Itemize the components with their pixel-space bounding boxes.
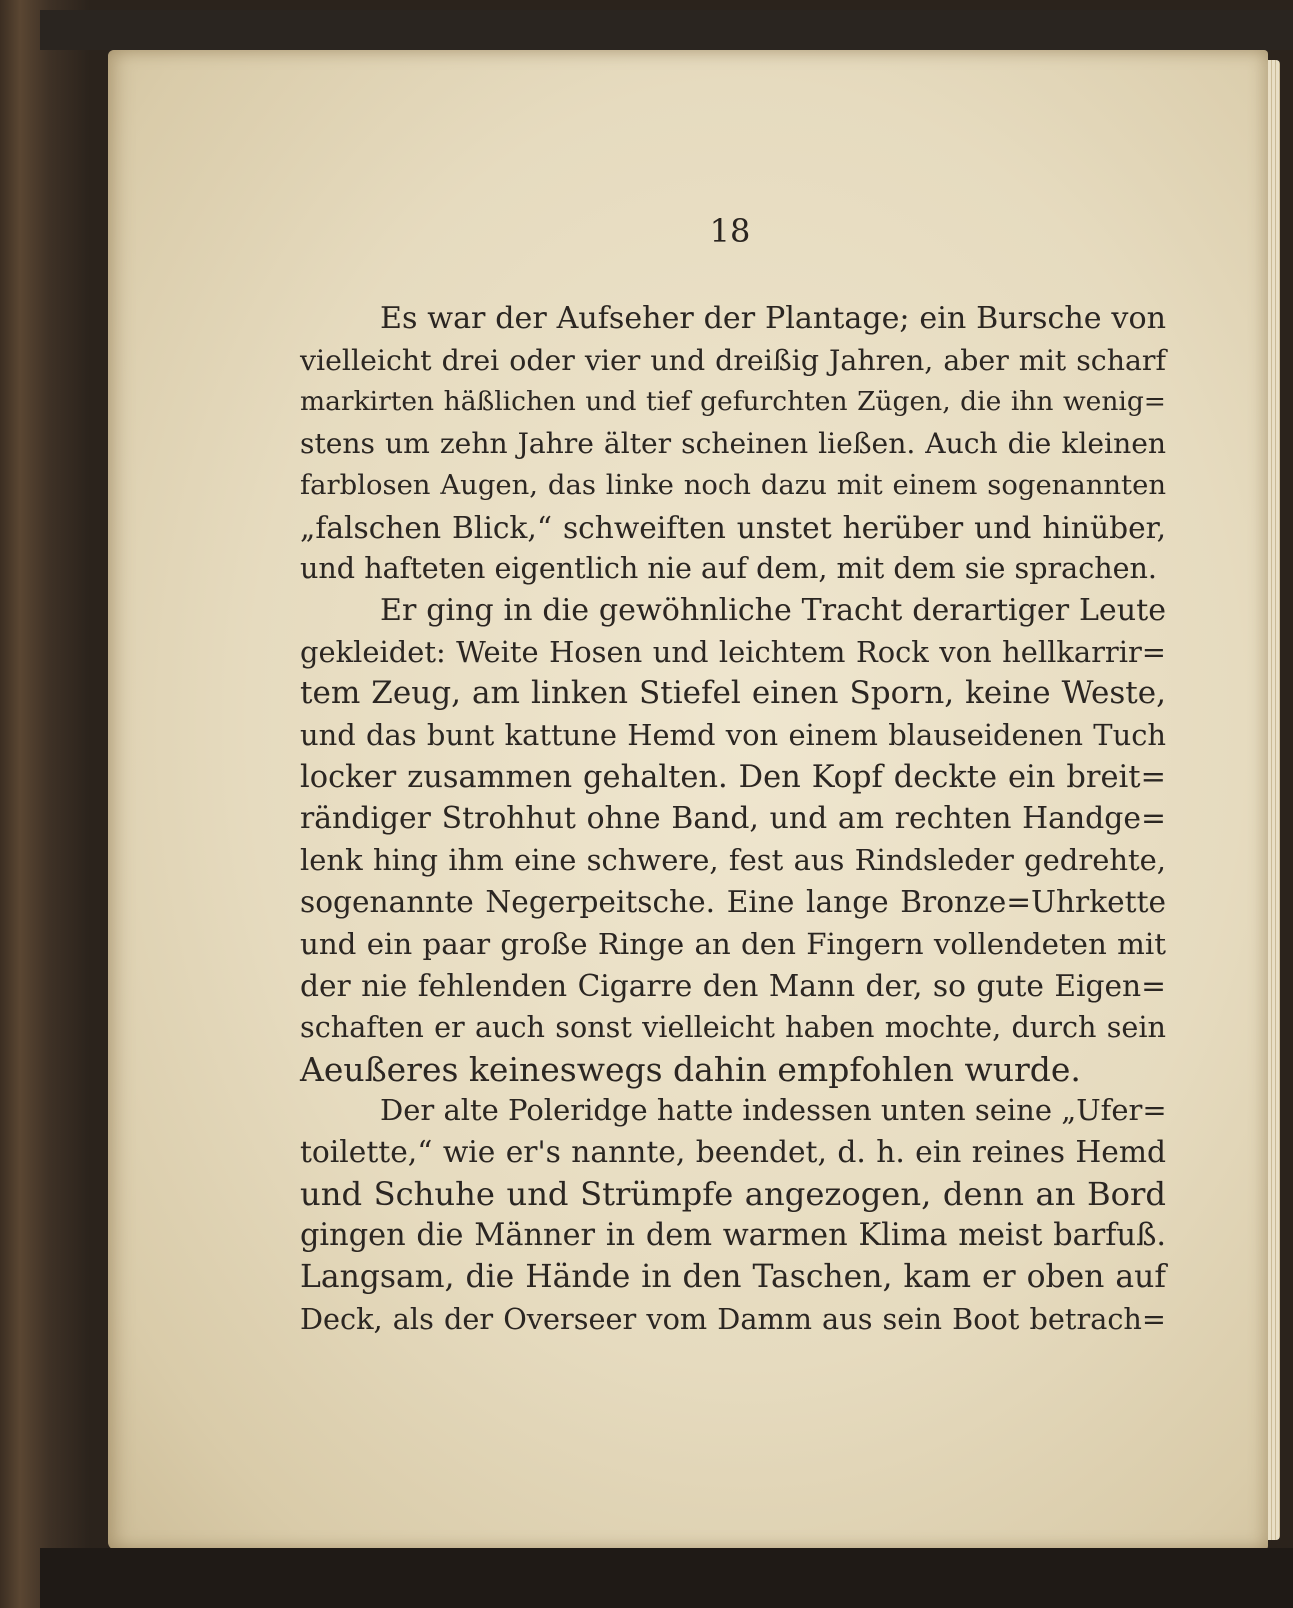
text-line: sogenannte Negerpeitsche. Eine lange Bronze=Uhrkette — [300, 884, 1166, 919]
text-line: Deck, als der Overseer vom Damm aus sein Boot betrach= — [300, 1301, 1166, 1336]
text-line: gekleidet: Weite Hosen und leichtem Rock von hellkarrir= — [300, 634, 1166, 669]
book-bottom-edge — [40, 1548, 1293, 1608]
text-line: farblosen Augen, das linke noch dazu mit einem sogenannten — [300, 469, 1166, 501]
text-line: Aeußeres keineswegs dahin empfohlen wurde. — [300, 1049, 1081, 1089]
text-line: vielleicht drei oder vier und dreißig Jahren, aber mit scharf — [300, 343, 1166, 377]
text-line: markirten häßlichen und tief gefurchten Zügen, die ihn wenig= — [300, 386, 1166, 418]
text-line: locker zusammen gehalten. Den Kopf deckte ein breit= — [300, 759, 1166, 795]
text-line: tem Zeug, am linken Stiefel einen Sporn, keine Weste, — [300, 675, 1166, 712]
text-line: gingen die Männer in dem warmen Klima meist barfuß. — [300, 1218, 1166, 1254]
text-line: und ein paar große Ringe an den Fingern vollendeten mit — [300, 926, 1166, 961]
text-line: rändiger Strohhut ohne Band, und am rechten Handge= — [300, 801, 1166, 837]
text-line: Er ging in die gewöhnliche Tracht derartiger Leute — [380, 592, 1166, 628]
text-line: lenk hing ihm eine schwere, fest aus Rindsleder gedrehte, — [300, 843, 1166, 878]
book-top-edge — [40, 10, 1293, 50]
text-line: „falschen Blick,“ schweiften unstet herüber und hinüber, — [300, 509, 1166, 545]
text-line: der nie fehlenden Cigarre den Mann der, so gute Eigen= — [300, 968, 1166, 1004]
text-line: schaften er auch sonst vielleicht haben mochte, durch sein — [300, 1009, 1166, 1044]
text-line: und Schuhe und Strümpfe angezogen, denn an Bord — [300, 1174, 1166, 1213]
text-line: Der alte Poleridge hatte indessen unten seine „Ufer= — [380, 1093, 1167, 1128]
text-line: Es war der Aufseher der Plantage; ein Bursche von — [380, 301, 1166, 336]
text-line: und das bunt kattune Hemd von einem blauseidenen Tuch — [300, 718, 1166, 753]
page-text — [300, 298, 1166, 1341]
page-number: 18 — [709, 212, 751, 250]
text-line: und hafteten eigentlich nie auf dem, mit dem sie sprachen. — [300, 551, 1158, 586]
text-line: Langsam, die Hände in den Taschen, kam er oben auf — [300, 1259, 1166, 1296]
text-line: toilette,“ wie er's nannte, beendet, d. h. ein reines Hemd — [300, 1135, 1166, 1171]
text-line: stens um zehn Jahre älter scheinen ließen. Auch die kleinen — [300, 427, 1166, 461]
